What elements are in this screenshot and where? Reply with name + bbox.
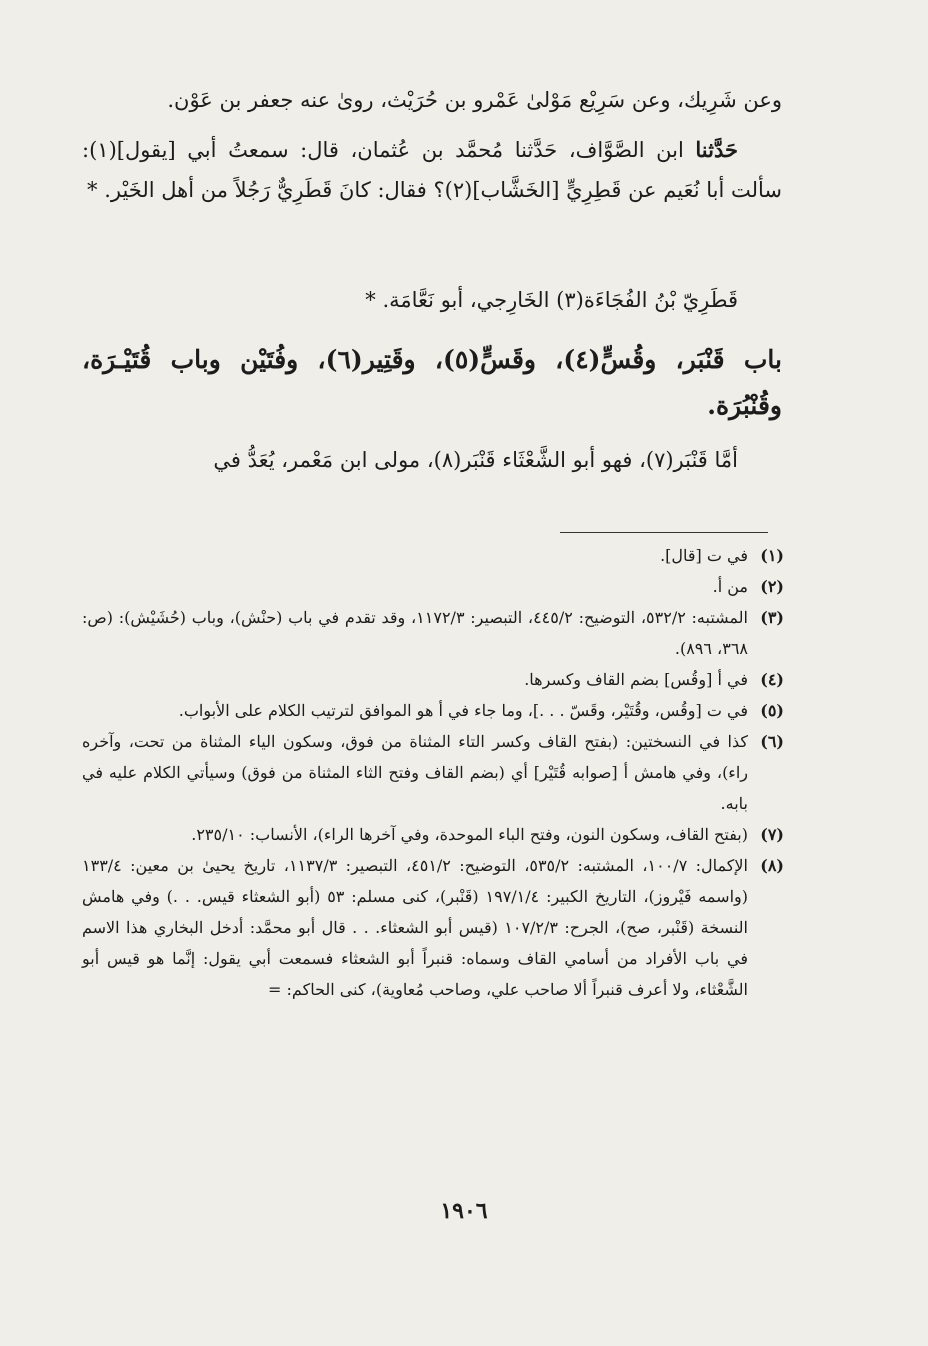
chapter-heading-text: باب قَنْبَر، وقُسٍّ(٤)، وقَسٍّ(٥)، وقَتِير(٦)، وفُتَيْن وباب قُتَيْـرَة، وقُنْبُرَة. [82, 345, 782, 420]
footnote-number: (٨) [760, 856, 784, 875]
footnote-number: (٣) [760, 608, 784, 627]
footnote-text: (بفتح القاف، وسكون النون، وفتح الباء الموحدة، وفي آخرها الراء)، الأنساب: ٢٣٥/١٠. [191, 825, 748, 844]
hadith-lead-word: حَدَّثنا [695, 137, 738, 162]
footnote-text: في ت [وقُس، وقُتَيْر، وقَسّ . . .]، وما جاء في أ هو الموافق لترتيب الكلام على الأبواب. [178, 701, 748, 720]
footnotes [82, 540, 784, 1005]
footnote-number: (٢) [760, 577, 784, 596]
main-paragraph-3 [82, 280, 782, 320]
footnote-number: (٥) [760, 701, 784, 720]
paragraph-text: قَطَرِيّ بْنُ الفُجَاءَة(٣) الخَارِجي، أبو نَعَّامَة. * [365, 288, 738, 312]
footnote-number: (٧) [760, 825, 784, 844]
footnote-text: من أ. [712, 577, 748, 596]
paragraph-body: ابن الصَّوَّاف، حَدَّثنا مُحمَّد بن عُثمان، قال: سمعتُ أبي [يقول](١): سألت أبا نُعَيم عن قَطِرِيٍّ [الخَشَّاب](٢)؟ فقال: كانَ قَطَرِيٌّ رَجُلاً من أهل الخَيْر. * [82, 138, 782, 202]
main-paragraph-1 [82, 80, 782, 120]
main-paragraph-2 [82, 130, 782, 210]
footnote [82, 602, 784, 664]
paragraph-text [82, 130, 782, 210]
footnote [82, 571, 784, 602]
footnote-separator [560, 532, 768, 533]
footnote-text: في ت [قال]. [660, 546, 748, 565]
page-number: ١٩٠٦ [440, 1198, 488, 1224]
footnote [82, 726, 784, 819]
paragraph-text: أمَّا قَنْبَر(٧)، فهو أبو الشَّعْثَاء قَنْبَر(٨)، مولى ابن مَعْمر، يُعَدُّ في [213, 448, 738, 472]
footnote [82, 695, 784, 726]
footnote-text: المشتبه: ٥٣٢/٢، التوضيح: ٤٤٥/٢، التبصير: ١١٧٢/٣، وقد تقدم في باب (حنْش)، وباب (حُشَيْش): (ص: ٣٦٨، ٨٩٦). [82, 608, 749, 658]
footnote [82, 850, 784, 1005]
footnote [82, 540, 784, 571]
footnote-number: (١) [760, 546, 784, 565]
chapter-heading [82, 337, 782, 429]
footnote-text: الإكمال: ١٠٠/٧، المشتبه: ٥٣٥/٢، التوضيح: ٤٥١/٢، التبصير: ١١٣٧/٣، تاريخ يحيىٰ بن معين: ١٣٣/٤ (واسمه فَيْروز)، التاريخ الكبير: ١٩٧/١/٤ (قَنْبر)، كنى مسلم: ٥٣ (أبو الشعثاء قيس. . .) وفي هامش النسخة (قَنْبر، صح)، الجرح: ١٠٧/٢/٣ (قيس أبو الشعثاء. . . قال أبو محمَّد: أدخل البخاري هذا الاسم في باب الأفراد من أسامي القاف وسماه: قنبراً أبو الشعثاء فسمعت أبي يقول: إنَّما هو قيس أبو الشَّعْثاء، ولا أعرف قنبراً ألا صاحب علي، وصاحب مُعاوية)، كنى الحاكم: = [82, 856, 748, 999]
footnote [82, 819, 784, 850]
footnote [82, 664, 784, 695]
footnote-text: في أ [وقُس] بضم القاف وكسرها. [524, 670, 748, 689]
footnote-number: (٦) [760, 732, 784, 751]
paragraph-text: وعن شَرِيك، وعن سَرِيْع مَوْلىٰ عَمْرو بن حُرَيْث، روىٰ عنه جعفر بن عَوْن. [167, 88, 782, 112]
footnote-text: كذا في النسختين: (بفتح القاف وكسر التاء المثناة من فوق، وسكون الياء المثناة من تحت، وآخره راء)، وفي هامش أ [صوابه قُتَيْر] أي (بضم القاف وفتح الثاء المثناة من فوق) وسيأتي الكلام عليه في بابه. [82, 732, 748, 813]
main-paragraph-5 [82, 440, 782, 480]
footnote-number: (٤) [760, 670, 784, 689]
